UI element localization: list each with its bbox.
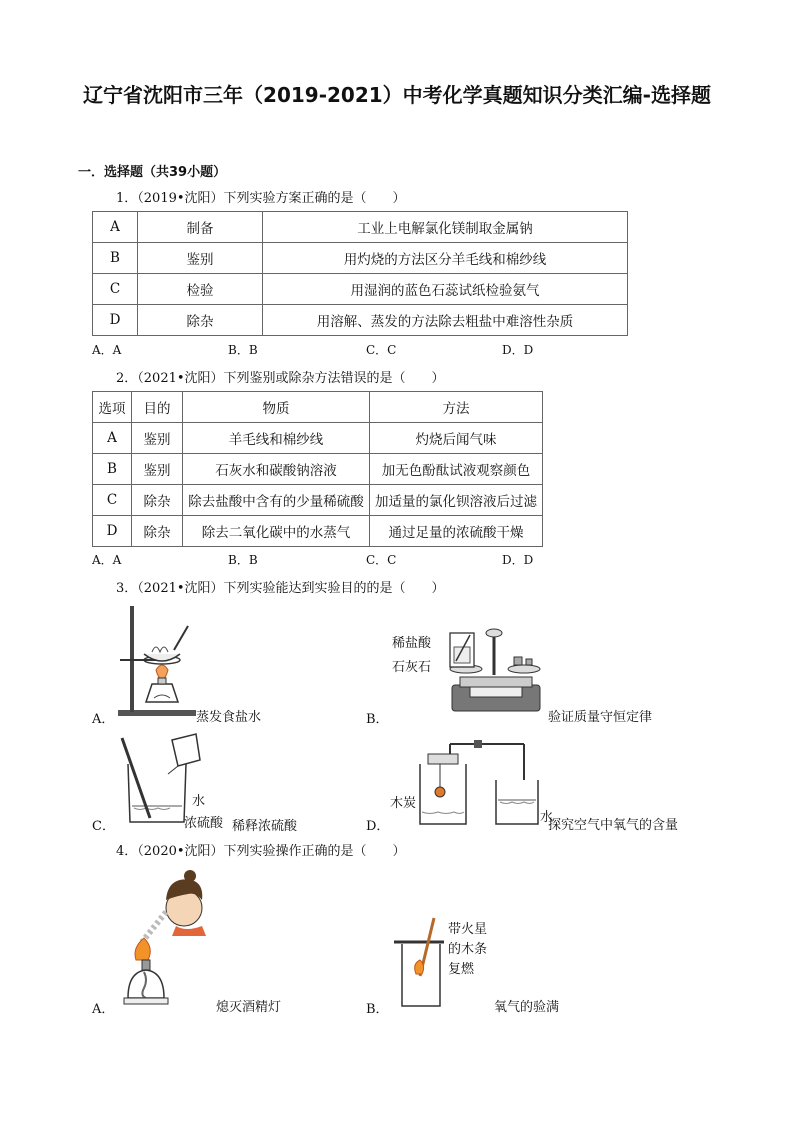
q1-table <box>92 211 628 336</box>
section-heading: 一．选择题（共39小题） <box>78 165 227 180</box>
q2-option-c: C．C <box>366 553 397 567</box>
q3-c-letter: C． <box>92 819 115 834</box>
q3-a-letter: A． <box>92 712 115 727</box>
table-row: A 鉴别 羊毛线和棉纱线 灼烧后闻气味 <box>93 423 543 454</box>
table-row: B 鉴别 用灼烧的方法区分羊毛线和棉纱线 <box>93 243 628 274</box>
evaporation-apparatus-figure <box>112 602 202 720</box>
table-row: C 除杂 除去盐酸中含有的少量稀硫酸 加适量的氯化钡溶液后过滤 <box>93 485 543 516</box>
q2-stem: 2．（2021•沈阳）下列鉴别或除杂方法错误的是（ ） <box>116 371 445 386</box>
page-title: 辽宁省沈阳市三年（2019-2021）中考化学真题知识分类汇编-选择题 <box>83 83 711 107</box>
table-row: D 除杂 除去二氧化碳中的水蒸气 通过足量的浓硫酸干燥 <box>93 516 543 547</box>
oxygen-check-figure <box>394 914 454 1010</box>
q4-a-letter: A． <box>92 1002 115 1017</box>
q3-c-label-water: 水 <box>192 794 206 809</box>
q1-option-a: A．A <box>92 343 122 357</box>
q3-d-letter: D． <box>366 819 390 834</box>
q3-d-label-water: 水 <box>540 810 554 825</box>
q4-b-caption: 氧气的验满 <box>494 1000 560 1015</box>
q1-option-b: B．B <box>228 343 258 357</box>
table-row: B 鉴别 石灰水和碳酸钠溶液 加无色酚酞试液观察颜色 <box>93 454 543 485</box>
q4-b-label2: 的木条 <box>448 942 488 957</box>
q3-d-label-charcoal: 木炭 <box>390 796 417 811</box>
q4-b-label1: 带火星 <box>448 922 488 937</box>
q1-stem: 1．（2019•沈阳）下列实验方案正确的是（ ） <box>116 191 406 206</box>
q3-stem: 3．（2021•沈阳）下列实验能达到实验目的的是（ ） <box>116 581 445 596</box>
q3-c-label-acid: 浓硫酸 <box>184 816 224 831</box>
q2-option-d: D．D <box>502 553 534 567</box>
q4-a-caption: 熄灭酒精灯 <box>216 1000 282 1015</box>
q3-c-caption: 稀释浓硫酸 <box>232 819 298 834</box>
q4-stem: 4．（2020•沈阳）下列实验操作正确的是（ ） <box>116 844 406 859</box>
q3-b-label-limestone: 石灰石 <box>392 660 432 675</box>
table-row: D 除杂 用溶解、蒸发的方法除去粗盐中难溶性杂质 <box>93 305 628 336</box>
balance-apparatus-figure <box>440 625 546 717</box>
q3-d-caption: 探究空气中氧气的含量 <box>548 818 679 833</box>
q1-option-d: D．D <box>502 343 534 357</box>
q2-table <box>92 391 543 547</box>
oxygen-content-figure <box>414 740 542 826</box>
table-row: C 检验 用湿润的蓝色石蕊试纸检验氨气 <box>93 274 628 305</box>
q2-option-a: A．A <box>92 553 122 567</box>
q3-b-caption: 验证质量守恒定律 <box>548 710 653 725</box>
q1-option-c: C．C <box>366 343 397 357</box>
q2-option-b: B．B <box>228 553 258 567</box>
q3-a-caption: 蒸发食盐水 <box>196 710 262 725</box>
q3-b-letter: B． <box>366 712 389 727</box>
table-header: 选项 目的 物质 方法 <box>93 392 543 423</box>
blowing-lamp-figure <box>122 868 218 1014</box>
table-row: A 制备 工业上电解氯化镁制取金属钠 <box>93 212 628 243</box>
q4-b-label3: 复燃 <box>448 962 475 977</box>
q3-b-label-hcl: 稀盐酸 <box>392 636 432 651</box>
q4-b-letter: B． <box>366 1002 389 1017</box>
